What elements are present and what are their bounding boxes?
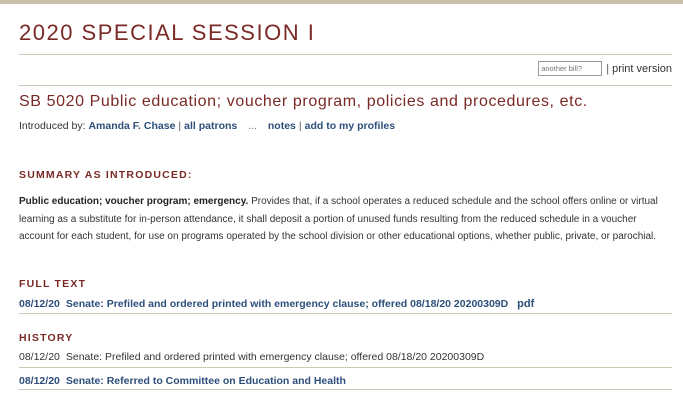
history-entry — [19, 375, 346, 387]
session-title: 2020 SPECIAL SESSION I — [19, 20, 316, 45]
all-patrons-link[interactable]: all patrons — [184, 120, 238, 132]
introduced-by-line — [19, 120, 395, 132]
history-entry-link[interactable] — [19, 375, 346, 387]
top-accent-bar — [0, 0, 683, 4]
patron-separator: | — [178, 120, 182, 132]
history-entry-text: Senate: Referred to Committee on Education and Health — [65, 375, 346, 387]
summary-lead: Public education; voucher program; emergency. — [19, 196, 249, 207]
intro-ellipsis: ... — [248, 120, 257, 132]
print-version-link[interactable]: print version — [612, 62, 672, 75]
history-bottom-divider — [19, 389, 672, 390]
pdf-link[interactable]: pdf — [517, 298, 535, 310]
full-text-entry-date: 08/12/20 — [19, 298, 60, 310]
tools-divider — [19, 85, 672, 86]
header-divider — [19, 54, 672, 55]
summary-heading: SUMMARY AS INTRODUCED: — [19, 169, 193, 181]
full-text-entry-text: Senate: Prefiled and ordered printed with emergency clause; offered 08/18/20 20200309D — [65, 298, 509, 310]
another-bill-input[interactable] — [538, 61, 602, 76]
full-text-entry — [19, 298, 534, 310]
history-heading: HISTORY — [19, 332, 74, 344]
introduced-by-label: Introduced by: — [19, 120, 86, 132]
history-entry — [19, 351, 484, 363]
full-text-entry-link[interactable] — [19, 298, 511, 310]
history-entry-text: Senate: Prefiled and ordered printed with emergency clause; offered 08/18/20 20200309D — [65, 351, 485, 363]
history-entry-date: 08/12/20 — [19, 351, 60, 363]
patron-link[interactable]: Amanda F. Chase — [88, 120, 176, 132]
history-entry-date: 08/12/20 — [19, 375, 60, 387]
add-to-profiles-link[interactable]: add to my profiles — [304, 120, 396, 132]
summary-text — [19, 193, 671, 246]
notes-link[interactable]: notes — [267, 120, 296, 132]
tools-separator: | — [606, 62, 610, 75]
notes-separator: | — [298, 120, 302, 132]
summary-body: Provides that, if a school operates a reduced schedule and the school offers online or virtual learning as a substitute for in-person attendance, it shall deposit a portion of unused funds resulting from the reduced schedule in a voucher account for each student, for use on programs operated by the school division or other educational options, whether public, private, or parochial. — [19, 196, 658, 242]
full-text-heading: FULL TEXT — [19, 278, 87, 290]
bill-tools — [538, 61, 672, 76]
bill-title: SB 5020 Public education; voucher program, policies and procedures, etc. — [19, 93, 588, 110]
full-text-divider — [19, 313, 672, 314]
history-divider — [19, 367, 672, 368]
